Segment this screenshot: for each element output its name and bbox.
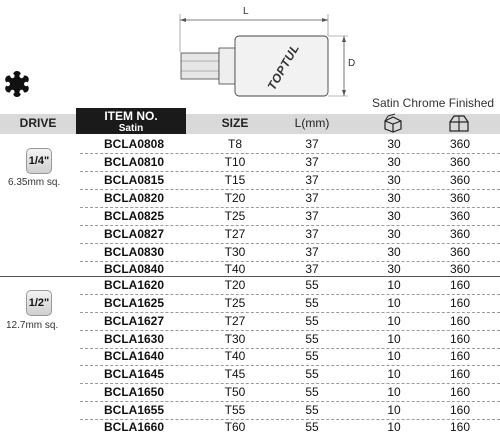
torx-star-icon <box>3 70 31 98</box>
item-number: BCLA0820 <box>103 191 165 205</box>
socket-diagram <box>170 6 370 106</box>
inner-qty-cell: 30 <box>387 155 401 169</box>
carton-qty-cell: 360 <box>449 173 471 187</box>
item-number: BCLA0810 <box>103 155 165 169</box>
inner-qty-cell: 10 <box>387 349 401 363</box>
inner-qty-cell: 10 <box>387 296 401 310</box>
size-cell: T60 <box>224 420 246 434</box>
item-number: BCLA1660 <box>103 420 165 434</box>
table-row <box>0 207 500 225</box>
brand-logo: TOPTUL <box>264 41 303 93</box>
drive-sub-half: 12.7mm sq. <box>6 320 59 331</box>
carton-qty-cell: 160 <box>449 278 471 292</box>
table-row <box>0 153 500 171</box>
length-cell: 37 <box>305 209 319 223</box>
table-row <box>0 347 500 365</box>
carton-qty-cell: 160 <box>449 332 471 346</box>
size-cell: T55 <box>224 403 246 417</box>
item-number: BCLA1640 <box>103 349 165 363</box>
size-cell: T27 <box>224 227 246 241</box>
length-cell: 55 <box>305 385 319 399</box>
table-row <box>0 383 500 401</box>
table-row <box>0 171 500 189</box>
length-cell: 37 <box>305 173 319 187</box>
finish-label: Satin Chrome Finished <box>372 96 495 110</box>
size-cell: T8 <box>227 137 242 151</box>
length-cell: 37 <box>305 137 319 151</box>
inner-qty-cell: 10 <box>387 314 401 328</box>
length-cell: 55 <box>305 332 319 346</box>
length-cell: 55 <box>305 314 319 328</box>
inner-qty-cell: 10 <box>387 332 401 346</box>
length-cell: 37 <box>305 191 319 205</box>
header-item-no-label: ITEM NO. <box>104 109 158 123</box>
length-cell: 37 <box>305 262 319 276</box>
header-item-no <box>76 108 186 134</box>
item-number: BCLA1627 <box>103 314 165 328</box>
size-cell: T25 <box>224 209 246 223</box>
size-cell: T25 <box>224 296 246 310</box>
item-number: BCLA0815 <box>103 173 165 187</box>
item-number: BCLA1645 <box>103 367 165 381</box>
length-cell: 55 <box>305 403 319 417</box>
inner-qty-cell: 10 <box>387 420 401 434</box>
table-row <box>0 243 500 261</box>
size-cell: T20 <box>224 278 246 292</box>
length-cell: 55 <box>305 367 319 381</box>
header-item-sub: Satin <box>118 123 144 134</box>
drive-badge-quarter: 1/4" <box>26 148 52 174</box>
item-number: BCLA1620 <box>103 278 165 292</box>
diameter-label: D <box>348 58 356 69</box>
size-cell: T15 <box>224 173 246 187</box>
carton-qty-cell: 160 <box>449 385 471 399</box>
table-row <box>0 401 500 419</box>
size-cell: T40 <box>224 349 246 363</box>
inner-qty-cell: 30 <box>387 191 401 205</box>
size-cell: T50 <box>224 385 246 399</box>
inner-qty-cell: 30 <box>387 137 401 151</box>
drive-badge-half: 1/2" <box>26 290 52 316</box>
size-cell: T30 <box>224 245 246 259</box>
inner-qty-cell: 30 <box>387 245 401 259</box>
inner-qty-cell: 10 <box>387 385 401 399</box>
length-cell: 37 <box>305 155 319 169</box>
item-number: BCLA0827 <box>103 227 165 241</box>
table-row <box>0 312 500 330</box>
inner-qty-cell: 30 <box>387 173 401 187</box>
item-number: BCLA0840 <box>103 262 165 276</box>
length-cell: 55 <box>305 420 319 434</box>
table-row <box>0 276 500 294</box>
length-cell: 37 <box>305 227 319 241</box>
item-number: BCLA0830 <box>103 245 165 259</box>
length-cell: 37 <box>305 245 319 259</box>
carton-qty-cell: 160 <box>449 367 471 381</box>
inner-qty-cell: 30 <box>387 227 401 241</box>
table-row <box>0 418 500 436</box>
item-number: BCLA1630 <box>103 332 165 346</box>
size-cell: T40 <box>224 262 246 276</box>
carton-qty-cell: 360 <box>449 155 471 169</box>
header-drive: DRIVE <box>19 116 57 130</box>
size-cell: T27 <box>224 314 246 328</box>
inner-qty-cell: 10 <box>387 278 401 292</box>
inner-box-icon <box>382 113 404 133</box>
inner-qty-cell: 30 <box>387 262 401 276</box>
table-row <box>0 135 500 153</box>
carton-qty-cell: 360 <box>449 262 471 276</box>
carton-qty-cell: 160 <box>449 296 471 310</box>
inner-qty-cell: 30 <box>387 209 401 223</box>
item-number: BCLA1650 <box>103 385 165 399</box>
carton-qty-cell: 360 <box>449 191 471 205</box>
carton-qty-cell: 360 <box>449 227 471 241</box>
carton-qty-cell: 160 <box>449 420 471 434</box>
carton-qty-cell: 360 <box>449 137 471 151</box>
header-length: L(mm) <box>294 116 330 130</box>
carton-qty-cell: 360 <box>449 245 471 259</box>
item-number: BCLA0825 <box>103 209 165 223</box>
carton-qty-cell: 360 <box>449 209 471 223</box>
table-row <box>0 225 500 243</box>
inner-qty-cell: 10 <box>387 403 401 417</box>
item-number: BCLA1625 <box>103 296 165 310</box>
table-row <box>0 294 500 312</box>
length-cell: 55 <box>305 278 319 292</box>
carton-qty-cell: 160 <box>449 314 471 328</box>
drive-sub-quarter: 6.35mm sq. <box>8 177 61 188</box>
carton-qty-cell: 160 <box>449 349 471 363</box>
master-carton-icon <box>448 113 470 133</box>
inner-qty-cell: 10 <box>387 367 401 381</box>
item-number: BCLA0808 <box>103 137 165 151</box>
table-row <box>0 365 500 383</box>
length-cell: 55 <box>305 296 319 310</box>
size-cell: T10 <box>224 155 246 169</box>
table-row <box>0 330 500 348</box>
length-cell: 55 <box>305 349 319 363</box>
header-size: SIZE <box>221 116 249 130</box>
length-label: L <box>243 6 249 17</box>
size-cell: T20 <box>224 191 246 205</box>
table-row <box>0 189 500 207</box>
item-number: BCLA1655 <box>103 403 165 417</box>
carton-qty-cell: 160 <box>449 403 471 417</box>
size-cell: T30 <box>224 332 246 346</box>
size-cell: T45 <box>224 367 246 381</box>
